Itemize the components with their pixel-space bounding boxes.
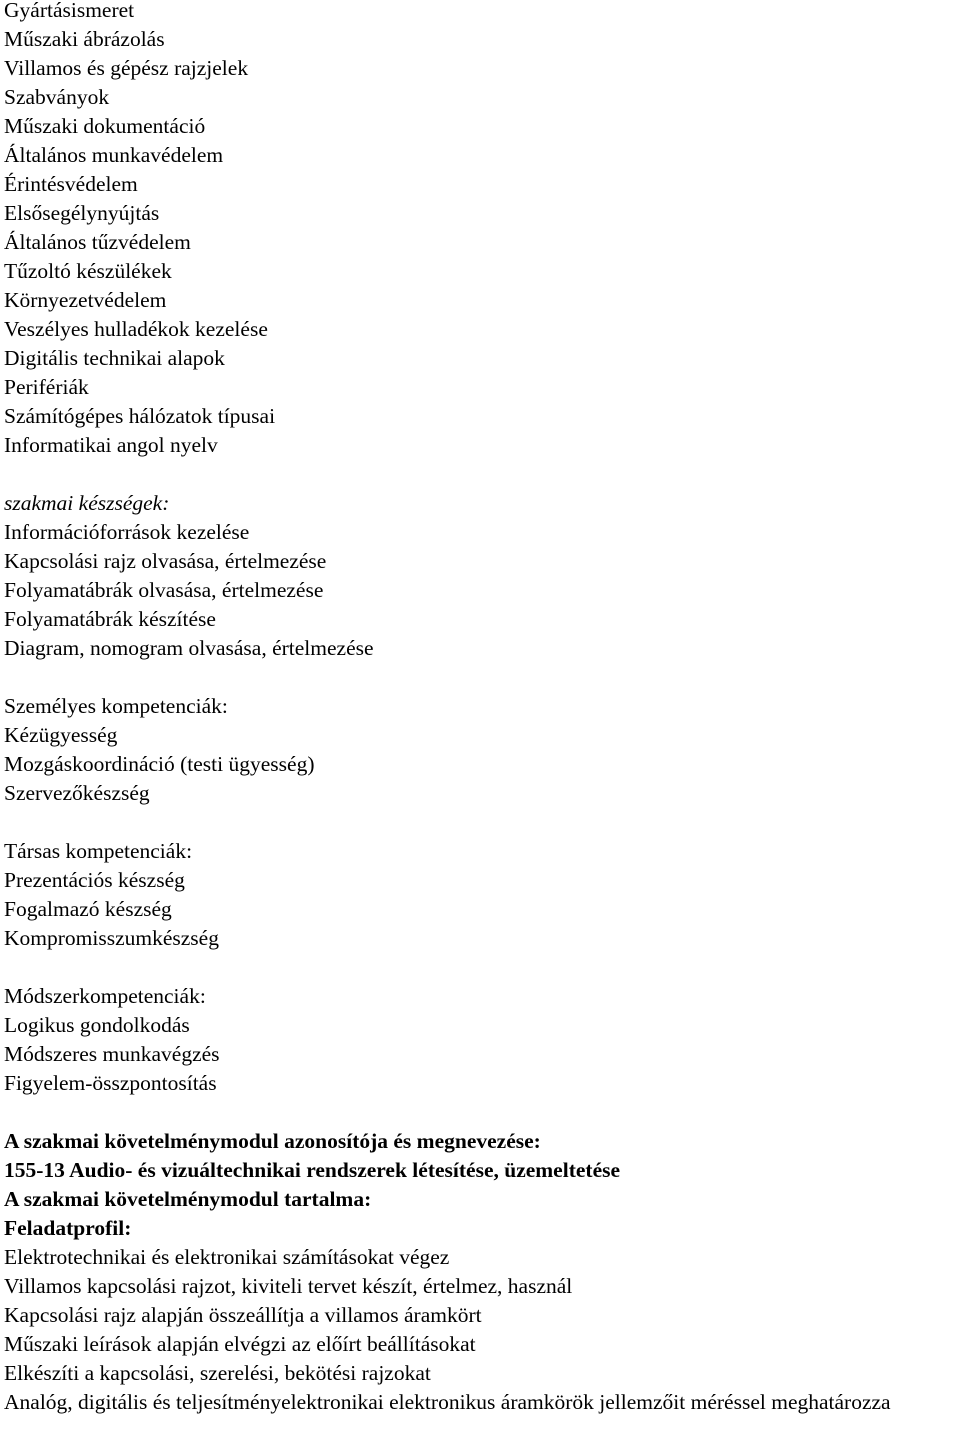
section-heading: Személyes kompetenciák: <box>4 694 228 718</box>
method-competencies-section <box>4 982 958 1098</box>
task-item: Kapcsolási rajz alapján összeállítja a villamos áramkört <box>4 1303 482 1327</box>
list-item: Prezentációs készség <box>4 868 185 892</box>
list-item: Perifériák <box>4 375 89 399</box>
spacer <box>4 663 958 692</box>
list-item: Általános munkavédelem <box>4 143 224 167</box>
spacer <box>4 460 958 489</box>
skills-section <box>4 489 958 663</box>
knowledge-list <box>4 0 958 460</box>
list-item: Figyelem-összpontosítás <box>4 1071 217 1095</box>
list-item: Villamos és gépész rajzjelek <box>4 56 249 80</box>
list-item: Digitális technikai alapok <box>4 346 225 370</box>
list-item: Veszélyes hulladékok kezelése <box>4 317 268 341</box>
module-id-heading: A szakmai követelménymodul azonosítója és megnevezése: <box>4 1129 541 1153</box>
list-item: Érintésvédelem <box>4 172 138 196</box>
list-item: Kézügyesség <box>4 723 118 747</box>
spacer <box>4 953 958 982</box>
social-competencies-section <box>4 837 958 953</box>
list-item: Gyártásismeret <box>4 0 135 22</box>
module-id-name: 155-13 Audio- és vizuáltechnikai rendszerek létesítése, üzemeltetése <box>4 1158 621 1182</box>
section-heading: Módszerkompetenciák: <box>4 984 206 1008</box>
list-item: Általános tűzvédelem <box>4 230 191 254</box>
list-item: Folyamatábrák olvasása, értelmezése <box>4 578 324 602</box>
section-heading: szakmai készségek: <box>4 491 170 515</box>
document-body <box>4 0 958 1417</box>
task-item: Elektrotechnikai és elektronikai számításokat végez <box>4 1245 450 1269</box>
task-item: Műszaki leírások alapján elvégzi az előírt beállításokat <box>4 1332 476 1356</box>
list-item: Műszaki dokumentáció <box>4 114 206 138</box>
list-item: Kompromisszumkészség <box>4 926 219 950</box>
list-item: Számítógépes hálózatok típusai <box>4 404 276 428</box>
list-item: Logikus gondolkodás <box>4 1013 190 1037</box>
list-item: Információforrások kezelése <box>4 520 250 544</box>
list-item: Mozgáskoordináció (testi ügyesség) <box>4 752 315 776</box>
list-item: Elsősegélynyújtás <box>4 201 160 225</box>
spacer <box>4 808 958 837</box>
list-item: Környezetvédelem <box>4 288 167 312</box>
module-content-heading: A szakmai követelménymodul tartalma: <box>4 1187 372 1211</box>
task-profile-heading: Feladatprofil: <box>4 1216 132 1240</box>
list-item: Tűzoltó készülékek <box>4 259 172 283</box>
personal-competencies-section <box>4 692 958 808</box>
section-heading: Társas kompetenciák: <box>4 839 193 863</box>
list-item: Informatikai angol nyelv <box>4 433 218 457</box>
list-item: Módszeres munkavégzés <box>4 1042 220 1066</box>
list-item: Fogalmazó készség <box>4 897 172 921</box>
module-section <box>4 1127 958 1417</box>
list-item: Folyamatábrák készítése <box>4 607 216 631</box>
task-item: Analóg, digitális és teljesítményelektronikai elektronikus áramkörök jellemzőit méréssel meghatározza <box>4 1390 891 1414</box>
list-item: Kapcsolási rajz olvasása, értelmezése <box>4 549 327 573</box>
list-item: Műszaki ábrázolás <box>4 27 165 51</box>
list-item: Szabványok <box>4 85 110 109</box>
task-item: Villamos kapcsolási rajzot, kiviteli tervet készít, értelmez, használ <box>4 1274 573 1298</box>
task-item: Elkészíti a kapcsolási, szerelési, bekötési rajzokat <box>4 1361 431 1385</box>
list-item: Szervezőkészség <box>4 781 150 805</box>
list-item: Diagram, nomogram olvasása, értelmezése <box>4 636 374 660</box>
spacer <box>4 1098 958 1127</box>
